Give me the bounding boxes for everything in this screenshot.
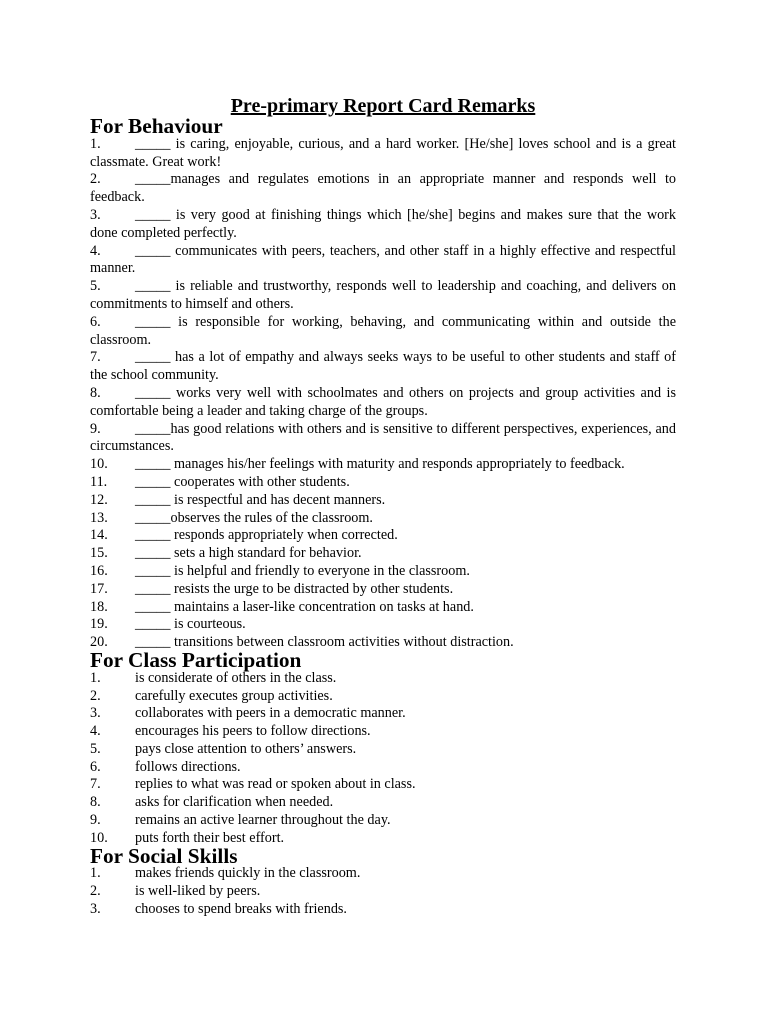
list-item — [90, 794, 676, 812]
item-text: _____ manages his/her feelings with maturity and responds appropriately to feedback. — [135, 456, 625, 473]
item-number: 12. — [90, 491, 108, 508]
item-number: 2. — [90, 171, 101, 188]
item-number: 4. — [90, 723, 101, 740]
remarks-section — [90, 114, 676, 652]
list-item — [90, 599, 676, 617]
section-heading: For Class Participation — [90, 647, 302, 672]
item-text: _____ communicates with peers, teachers, and other staff in a highly effective and respectful manner. — [90, 242, 676, 277]
item-number: 3. — [90, 705, 101, 722]
list-item — [90, 616, 676, 634]
item-number: 5. — [90, 740, 101, 757]
item-number: 6. — [90, 758, 101, 775]
list-item — [90, 243, 676, 279]
item-number: 1. — [90, 669, 101, 686]
item-text: _____manages and regulates emotions in an appropriate manner and responds well to feedback. — [90, 171, 676, 206]
item-text: _____ is courteous. — [135, 616, 246, 633]
item-number: 15. — [90, 545, 108, 562]
item-number: 18. — [90, 598, 108, 615]
item-number: 9. — [90, 420, 101, 437]
item-text: collaborates with peers in a democratic manner. — [135, 705, 406, 722]
item-text: _____ sets a high standard for behavior. — [135, 545, 362, 562]
list-item — [90, 865, 676, 883]
item-text: _____ is very good at finishing things which [he/she] begins and makes sure that the work done completed perfectly. — [90, 206, 676, 241]
list-item — [90, 136, 676, 172]
list-item — [90, 581, 676, 599]
item-number: 2. — [90, 687, 101, 704]
list-item — [90, 492, 676, 510]
item-number: 3. — [90, 206, 101, 223]
list-item — [90, 883, 676, 901]
item-number: 17. — [90, 580, 108, 597]
item-text: puts forth their best effort. — [135, 829, 285, 846]
item-text: is considerate of others in the class. — [135, 669, 337, 686]
list-item — [90, 456, 676, 474]
list-item — [90, 688, 676, 706]
item-text: carefully executes group activities. — [135, 687, 333, 704]
section-heading: For Social Skills — [90, 843, 238, 868]
list-item — [90, 278, 676, 314]
item-text: remains an active learner throughout the day. — [135, 812, 391, 829]
document-page — [90, 94, 676, 919]
item-number: 5. — [90, 278, 101, 295]
item-text: _____observes the rules of the classroom. — [135, 509, 373, 526]
list-item — [90, 670, 676, 688]
item-text: _____ is reliable and trustworthy, responds well to leadership and coaching, and delivers on commitments to himself and others. — [90, 278, 676, 312]
list-item — [90, 421, 676, 457]
remarks-list — [90, 670, 676, 848]
item-number: 1. — [90, 135, 101, 152]
list-item — [90, 705, 676, 723]
list-item — [90, 812, 676, 830]
item-number: 16. — [90, 562, 108, 579]
list-item — [90, 527, 676, 545]
item-text: _____ is caring, enjoyable, curious, and a hard worker. [He/she] loves school and is a great classmate. Great work! — [90, 135, 676, 170]
item-text: pays close attention to others’ answers. — [135, 740, 357, 757]
item-number: 11. — [90, 473, 108, 490]
remarks-list — [90, 865, 676, 918]
item-text: _____ responds appropriately when corrected. — [135, 527, 398, 544]
remarks-section — [90, 843, 676, 919]
item-text: encourages his peers to follow directions. — [135, 723, 371, 740]
item-text: _____ transitions between classroom activities without distraction. — [135, 634, 514, 651]
list-item — [90, 901, 676, 919]
item-number: 2. — [90, 883, 101, 900]
item-number: 4. — [90, 242, 101, 259]
list-item — [90, 776, 676, 794]
item-text: is well-liked by peers. — [135, 883, 261, 900]
list-item — [90, 474, 676, 492]
item-number: 6. — [90, 313, 101, 330]
item-number: 20. — [90, 634, 108, 651]
list-item — [90, 723, 676, 741]
item-number: 10. — [90, 829, 108, 846]
remarks-list — [90, 136, 676, 652]
list-item — [90, 385, 676, 421]
item-text: _____ is responsible for working, behaving, and communicating within and outside the classroom. — [90, 313, 676, 348]
document-title: Pre-primary Report Card Remarks — [230, 95, 536, 117]
item-text: _____ has a lot of empathy and always seeks ways to be useful to other students and staff of the school community. — [90, 349, 676, 384]
item-text: chooses to spend breaks with friends. — [135, 901, 347, 918]
item-number: 7. — [90, 349, 101, 366]
list-item — [90, 314, 676, 350]
item-text: _____ cooperates with other students. — [135, 473, 350, 490]
list-item — [90, 759, 676, 777]
item-text: makes friends quickly in the classroom. — [135, 865, 361, 882]
item-text: replies to what was read or spoken about in class. — [135, 776, 416, 793]
item-text: _____has good relations with others and is sensitive to different perspectives, experiences, and circumstances. — [90, 420, 676, 455]
list-item — [90, 207, 676, 243]
item-number: 13. — [90, 509, 108, 526]
item-number: 10. — [90, 456, 108, 473]
item-number: 1. — [90, 865, 101, 882]
item-text: asks for clarification when needed. — [135, 794, 334, 811]
list-item — [90, 563, 676, 581]
item-text: _____ is respectful and has decent manners. — [135, 491, 386, 508]
item-number: 9. — [90, 812, 101, 829]
list-item — [90, 171, 676, 207]
section-heading: For Behaviour — [90, 114, 223, 138]
remarks-section — [90, 647, 676, 848]
list-item — [90, 741, 676, 759]
document-body — [90, 114, 676, 919]
list-item — [90, 349, 676, 385]
item-number: 8. — [90, 384, 101, 401]
item-text: _____ works very well with schoolmates and others on projects and group activities and is comfortable being a leader and taking charge of the groups. — [90, 384, 676, 419]
item-text: _____ is helpful and friendly to everyone in the classroom. — [135, 562, 470, 579]
item-text: _____ maintains a laser-like concentration on tasks at hand. — [135, 598, 474, 615]
list-item — [90, 510, 676, 528]
item-text: _____ resists the urge to be distracted by other students. — [135, 580, 454, 597]
item-number: 7. — [90, 776, 101, 793]
item-number: 8. — [90, 794, 101, 811]
item-number: 19. — [90, 616, 108, 633]
list-item — [90, 545, 676, 563]
item-text: follows directions. — [135, 758, 241, 775]
item-number: 3. — [90, 901, 101, 918]
item-number: 14. — [90, 527, 108, 544]
